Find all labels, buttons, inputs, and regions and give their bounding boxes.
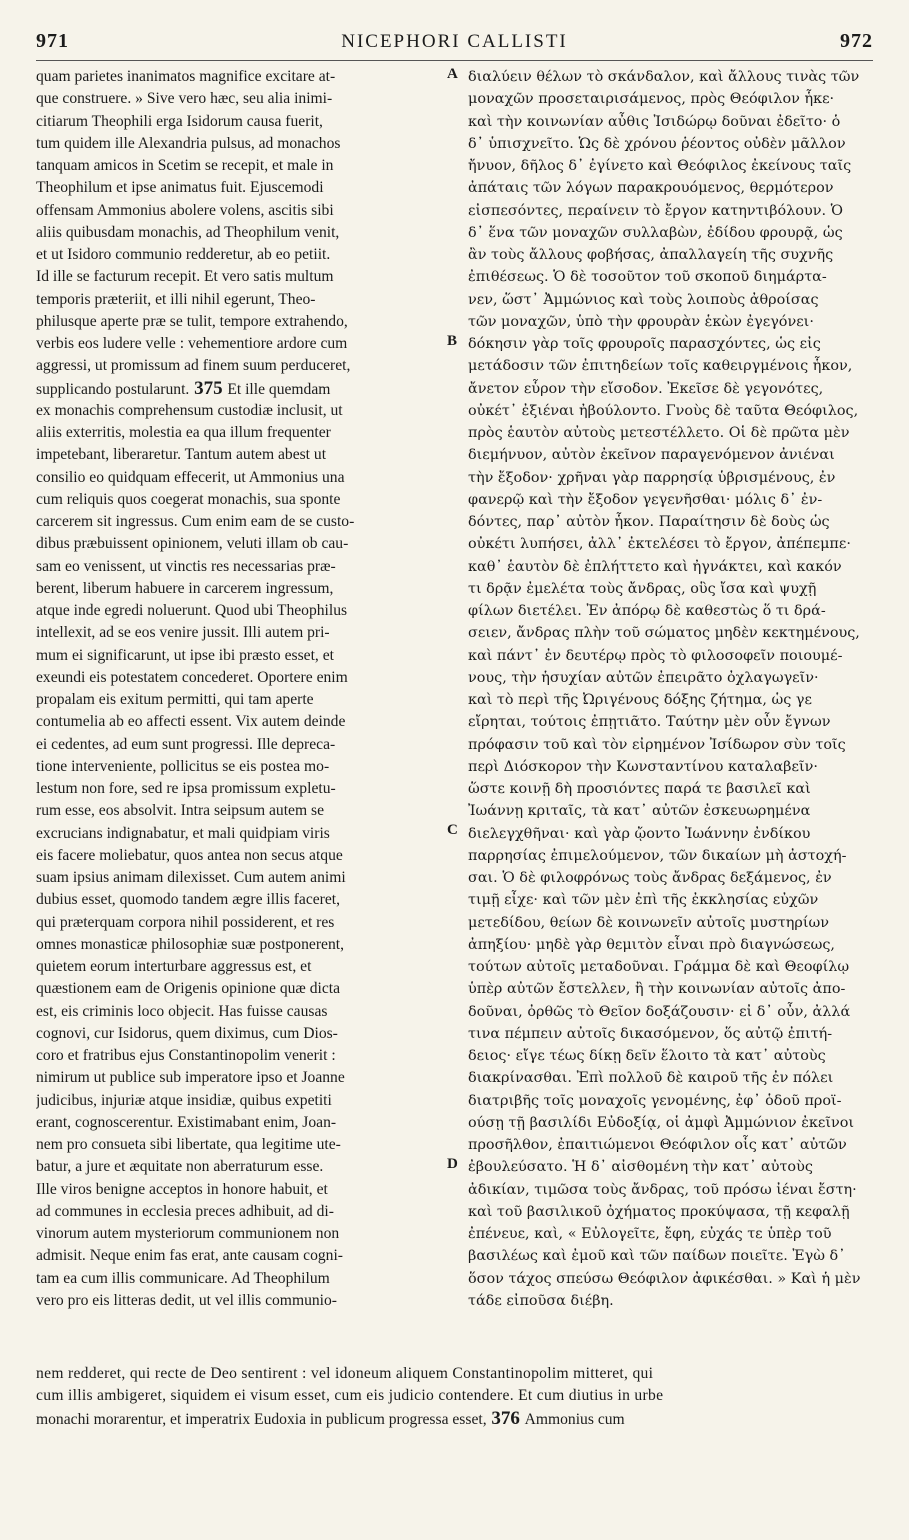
greek-line: νους, τὴν ἡσυχίαν αὐτῶν ἐπειρᾶτο ὀχλαγωγεῖν· bbox=[468, 669, 819, 686]
greek-line: ἀπηξίου· μηδὲ γὰρ θεμιτὸν εἶναι πρὸ διαγνώσεως, bbox=[468, 936, 835, 953]
latin-line: est, eis criminis loco objecit. Has fuisse causas bbox=[36, 1002, 328, 1020]
greek-line: ἤνυον, δῆλος δ᾽ ἐγίνετο καὶ Θεόφιλος ἐκείνους ταῖς bbox=[468, 158, 852, 174]
latin-line: tam ea cum illis communicare. Ad Theophilum bbox=[36, 1269, 330, 1287]
full-width-line: monachi morarentur, et imperatrix Eudoxia in publicum progressa esset, 376 Ammonius cum bbox=[36, 1407, 625, 1429]
greek-line: ἐπένευε, καὶ, « Εὐλογεῖτε, ἔφη, εὐχάς τε ὑπὲρ τοῦ bbox=[468, 1226, 832, 1242]
left-page-number: 971 bbox=[36, 30, 69, 52]
latin-line: aliis exterritis, molestia ea qua illum frequenter bbox=[36, 424, 331, 441]
latin-line: mum ei significarunt, ut ipse ibi præsto esset, et bbox=[36, 646, 334, 664]
latin-line: admisit. Neque enim fas erat, ante causam cogni- bbox=[36, 1247, 343, 1265]
latin-line: citiarum Theophili erga Isidorum causa fuerit, bbox=[36, 112, 323, 130]
latin-line: omnes monasticæ philosophiæ suæ postponerent, bbox=[36, 935, 344, 953]
greek-line: διελεγχθῆναι· καὶ γὰρ ᾤοντο Ἰωάννην ἐνδίκου bbox=[468, 825, 811, 842]
latin-line: aggressi, ut promissum ad finem suum perduceret, bbox=[36, 357, 351, 375]
latin-line: sam eo venissent, ut vinctis res necessarias præ- bbox=[36, 557, 336, 575]
latin-line: offensam Ammonius abolere volens, ascitis sibi bbox=[36, 201, 334, 219]
greek-column bbox=[468, 66, 874, 1312]
greek-line: ὅσον τάχος σπεύσω Θεόφιλον ἀφικέσθαι. » Καὶ ἡ μὲν bbox=[468, 1270, 861, 1287]
latin-line: quæstionem eam de Origenis opinione quæ dicta bbox=[36, 980, 341, 998]
latin-line: verbis eos ludere velle : vehementiore ardore cum bbox=[36, 335, 348, 352]
greek-line: βασιλέως καὶ ἐμοῦ καὶ τῶν παίδων ποιεῖτε. Ἐγὼ δ᾽ bbox=[468, 1248, 846, 1265]
latin-line: philusque aperte præ se tulit, tempore extrahendo, bbox=[36, 312, 348, 330]
greek-line: καὶ τοῦ βασιλικοῦ ὀχήματος προκύψασα, τῇ κεφαλῇ bbox=[468, 1203, 850, 1220]
greek-line: φίλων διετέλει. Ἐν ἀπόρῳ δὲ καθεστὼς ὅ τι δρά- bbox=[468, 603, 826, 619]
latin-line: temporis præteriit, et illi nihil egerunt, Theo- bbox=[36, 290, 316, 308]
column-number-375: 375 bbox=[189, 377, 228, 399]
greek-line: καὶ τὸ περὶ τῆς Ὠριγένους δόξης ζήτημα, ὡς γε bbox=[468, 692, 812, 708]
greek-line: εἰσπεσόντες, περαίνειν τὸ ἔργον κατηντιβόλουν. Ὁ bbox=[468, 202, 843, 219]
latin-line: qui præterquam corpora nihil possiderent, et res bbox=[36, 913, 335, 931]
greek-line: ἐβουλεύσατο. Ἡ δ᾽ αἰσθομένη τὴν κατ᾽ αὐτοὺς bbox=[468, 1159, 813, 1176]
greek-line: δειος· εἴγε τέως δίκῃ δεῖν ἕλοιτο τὰ κατ᾽ αὐτοὺς bbox=[468, 1048, 826, 1064]
full-width-line: nem redderet, qui recte de Deo sentirent : vel idoneum aliquem Constantinopolim mitteret, qui bbox=[36, 1365, 654, 1382]
latin-line: nem pro consueta sibi libertate, qua legitime ute- bbox=[36, 1136, 341, 1153]
latin-line: atque inde egredi noluerunt. Quod ubi Theophilus bbox=[36, 602, 348, 619]
greek-line: δ᾽ ὑπισχνεῖτο. Ὡς δὲ χρόνου ῥέοντος οὐδὲν μᾶλλον bbox=[468, 135, 846, 152]
greek-line: διαλύειν θέλων τὸ σκάνδαλον, καὶ ἄλλους τινὰς τῶν bbox=[468, 69, 860, 85]
latin-line: tum quidem ille Alexandria pulsus, ad monachos bbox=[36, 134, 341, 152]
latin-line: quam parietes inanimatos magnifice excitare at- bbox=[36, 68, 336, 85]
latin-line: lestum non fore, sed re ipsa promissum expletu- bbox=[36, 780, 336, 797]
latin-line: consilio eo quidquam effecerit, ut Ammonius una bbox=[36, 468, 345, 486]
margin-marker-c: C bbox=[447, 822, 458, 838]
latin-line: eis facere moliebatur, quos antea non secus atque bbox=[36, 846, 343, 864]
latin-line: tanquam amicos in Scetim se recepit, et male in bbox=[36, 157, 334, 174]
greek-line: διατριβῆς τοῖς μοναχοῖς γενομένης, ἐφ᾽ ὁδοῦ προϊ- bbox=[468, 1092, 842, 1109]
greek-line: οὐκέτ᾽ ἐξιέναι ἠβούλοντο. Γνοὺς δὲ ταῦτα Θεόφιλος, bbox=[468, 402, 859, 419]
running-title: NICEPHORI CALLISTI bbox=[341, 31, 568, 52]
greek-line: νεν, ὥστ᾽ Ἀμμώνιος καὶ τοὺς λοιποὺς ἀθροίσας bbox=[468, 291, 819, 308]
latin-line: batur, a jure et æquitate non aberraturum esse. bbox=[36, 1158, 324, 1176]
greek-line: δ᾽ ἕνα τῶν μοναχῶν συλλαβὼν, ἐδίδου φρουρᾷ, ὡς bbox=[468, 224, 843, 241]
greek-line: τι δρᾷν ἐμελέτα τοὺς ἄνδρας, οὓς ἴσα καὶ ψυχῇ bbox=[468, 580, 817, 597]
latin-line: dubius esset, quomodo tandem ægre illis faceret, bbox=[36, 891, 341, 909]
greek-line: σειεν, ἄνδρας πλὴν τοῦ σώματος μηδὲν κεκτημένους, bbox=[468, 625, 860, 642]
latin-column bbox=[36, 66, 442, 1312]
latin-line: cognovi, cur Isidorus, quem diximus, cum Dios- bbox=[36, 1024, 338, 1042]
greek-line: ἂν τοὺς ἄλλους φοβήσας, ἀπαλλαγείη τῆς συχνῆς bbox=[468, 247, 834, 263]
greek-line: διακρίνασθαι. Ἐπὶ πολλοῦ δὲ καιροῦ τῆς ἐν πόλει bbox=[468, 1070, 834, 1087]
greek-line: σαι. Ὁ δὲ φιλοφρόνως τοὺς ἄνδρας δεξάμενος, ἐν bbox=[468, 870, 832, 886]
latin-line: tione interveniente, pollicitus se eis postea mo- bbox=[36, 757, 330, 775]
latin-line: vinorum autem mysteriorum communionem non bbox=[36, 1225, 340, 1242]
latin-line: carcerem sit ingressus. Cum enim eam de se custo- bbox=[36, 513, 355, 530]
latin-line: propalam eis exitum permitti, qui tam aperte bbox=[36, 691, 314, 708]
latin-line: aliis quibusdam monachis, ad Theophilum venit, bbox=[36, 223, 340, 241]
right-page-number: 972 bbox=[840, 30, 873, 52]
latin-line: cum reliquis quos coegerat monachis, sua sponte bbox=[36, 490, 341, 508]
greek-line: ὥστε κοινῇ δὴ προσιόντες παρά τε βασιλεῖ καὶ bbox=[468, 781, 811, 797]
greek-line: φανερῷ καὶ τὴν ἔξοδον γεγενῆσθαι· μόλις δ᾽ ἐν- bbox=[468, 491, 823, 508]
latin-line: coro et fratribus ejus Constantinopolim venerit : bbox=[36, 1047, 336, 1064]
greek-line: πρὸς ἑαυτὸν αὐτοὺς μετεστέλλετο. Οἱ δὲ πρῶτα μὲν bbox=[468, 425, 850, 441]
greek-line: παρρησίας ἐπιμελούμενον, τῶν δικαίων μὴ ἀστοχή- bbox=[468, 847, 847, 864]
latin-line: ex monachis comprehensum custodiæ inclusit, ut bbox=[36, 401, 343, 419]
greek-line: εἴρηται, τούτοις ἐπῃτιᾶτο. Ταύτην μὲν οὖν ἔγνων bbox=[468, 714, 831, 731]
latin-line: quietem eorum interturbare aggressus est, et bbox=[36, 958, 312, 975]
latin-line: nimirum ut publice sub imperatore ipso et Joanne bbox=[36, 1069, 345, 1087]
latin-line: intellexit, ad se eos venire jussit. Illi autem pri- bbox=[36, 624, 330, 642]
greek-line: ούσῃ τῇ βασιλίδι Εὐδοξίᾳ, οἱ ἀμφὶ Ἀμμώνιον ἐκεῖνοι bbox=[468, 1114, 855, 1131]
greek-line: δόντες, παρ᾽ αὐτὸν ἧκον. Παραίτησιν δὲ δοὺς ὡς bbox=[468, 514, 830, 530]
latin-line-tail: Et ille quemdam bbox=[227, 380, 331, 398]
latin-line: contumelia ab eo affecti essent. Vix autem deinde bbox=[36, 713, 346, 731]
full-width-line: cum illis ambigeret, siquidem ei visum esset, cum eis judicio contendere. Et cum diutius in urbe bbox=[36, 1387, 664, 1405]
greek-line: οὐκέτι λυπήσει, ἀλλ᾽ ἐκτελέσει τὸ ἔργον, ἀπέπεμπε· bbox=[468, 536, 851, 553]
greek-line: διεμήνυον, αὐτὸν ἐκεῖνον παραγενόμενον ἀνιέναι bbox=[468, 447, 835, 464]
margin-marker-a: A bbox=[447, 66, 458, 82]
latin-line: que construere. » Sive vero hæc, seu alia inimi- bbox=[36, 90, 333, 108]
greek-line: τούτων αὐτοῖς μεταδοῦναι. Γράμμα δὲ καὶ Θεοφίλῳ bbox=[468, 959, 850, 975]
latin-line: exeundi eis potestatem concederet. Oportere enim bbox=[36, 668, 348, 686]
greek-line: ἐπιθέσεως. Ὁ δὲ τοσοῦτον τοῦ σκοποῦ διημάρτα- bbox=[468, 269, 827, 286]
greek-line: τῶν μοναχῶν, ὑπὸ τὴν φρουρὰν ἑκὼν ἐγεγόνει· bbox=[468, 313, 814, 330]
greek-line: καὶ τὴν κοινωνίαν αὖθις Ἰσιδώρῳ δοῦναι ἐδεῖτο· ὁ bbox=[468, 113, 841, 130]
latin-line: supplicando postularunt. 375 Et ille quemdam bbox=[36, 377, 331, 399]
greek-line: μετάδοσιν τῶν ἐπιτηδείων τοῖς καθειργμένοις ἧκον, bbox=[468, 358, 853, 375]
greek-line: μετεδίδου, θείων δὲ κοινωνεῖν αὐτοῖς μυστηρίων bbox=[468, 914, 829, 931]
page-header bbox=[36, 30, 873, 58]
greek-line: τινα πέμπειν αὐτοῖς δικασόμενον, ὅς αὐτῷ ἐπιτή- bbox=[468, 1025, 833, 1042]
latin-line: excrucians indignabatur, et mali quidpiam viris bbox=[36, 824, 330, 842]
greek-line: περὶ Διόσκορον τὴν Κωνσταντίνου καταλαβεῖν· bbox=[468, 758, 818, 775]
greek-line: ὑπὲρ αὐτῶν ἔστελλεν, ἢ τὴν κοινωνίαν αὐτοῖς ἀπο- bbox=[468, 981, 846, 998]
greek-line: ἀδικίαν, τιμῶσα τοὺς ἄνδρας, τοῦ πρόσω ἰέναι ἔστη· bbox=[468, 1181, 857, 1198]
greek-line: ἄνετον εὗρον τὴν εἴσοδον. Ἐκεῖσε δὲ γεγονότες, bbox=[468, 380, 824, 397]
greek-line: τὴν ἔξοδον· χρῆναι γὰρ παρρησίᾳ ὑβρισμένους, ἐν bbox=[468, 469, 836, 486]
margin-marker-b: B bbox=[447, 333, 458, 349]
greek-line: δόκησιν γὰρ τοῖς φρουροῖς παρασχόντες, ὡς εἰς bbox=[468, 336, 821, 352]
greek-line: μοναχῶν προσεταιρισάμενος, πρὸς Θεόφιλον ἧκε· bbox=[468, 91, 835, 108]
greek-line: τάδε εἰποῦσα διέβη. bbox=[468, 1292, 614, 1309]
latin-line: Ille viros benigne acceptos in honore habuit, et bbox=[36, 1180, 328, 1198]
latin-line: Id ille se facturum recepit. Et vero satis multum bbox=[36, 268, 334, 286]
greek-line: καὶ πάντ᾽ ἐν δευτέρῳ πρὸς τὸ φιλοσοφεῖν ποιουμέ- bbox=[468, 647, 843, 664]
full-line-tail: Ammonius cum bbox=[524, 1410, 625, 1428]
greek-line: καθ᾽ ἑαυτὸν δὲ ἐπλήττετο καὶ ἠγνάκτει, καὶ κακόν bbox=[468, 558, 842, 575]
latin-line: suam ipsius animam dilexisset. Cum autem animi bbox=[36, 869, 346, 886]
latin-line: Theophilum et ipse animatus fuit. Ejuscemodi bbox=[36, 179, 324, 197]
latin-line: et ut Isidoro communio redderetur, ab eo petiit. bbox=[36, 246, 331, 263]
latin-line: impetebant, liberaretur. Tantum autem abest ut bbox=[36, 446, 327, 464]
header-rule bbox=[36, 60, 873, 61]
margin-marker-d: D bbox=[447, 1156, 458, 1172]
greek-line: πρόφασιν τοῦ καὶ τὸν εἰρημένον Ἰσίδωρον σὺν τοῖς bbox=[468, 736, 846, 753]
column-number-376: 376 bbox=[486, 1407, 525, 1429]
latin-line: ei cedentes, ad eum sunt progressi. Ille depreca- bbox=[36, 735, 336, 753]
latin-line: erant, cognoscerentur. Existimabant enim, Joan- bbox=[36, 1113, 337, 1131]
greek-line: Ἰωάννῃ κριταῖς, τὰ κατ᾽ αὐτῶν ἐσκευωρημένα bbox=[468, 803, 811, 820]
greek-line: δοῦναι, ὀρθῶς τὸ Θεῖον δοξάζουσιν· εἰ δ᾽ οὖν, ἀλλά bbox=[468, 1003, 851, 1020]
greek-line: ἀπάταις τῶν λόγων παρακρουόμενος, θερμότερον bbox=[468, 180, 834, 197]
latin-line: judicibus, injuriæ atque insidiæ, quibus expetiti bbox=[36, 1091, 332, 1109]
latin-line: berent, liberum habuere in carcerem ingressum, bbox=[36, 579, 334, 597]
latin-line: vero pro eis litteras dedit, ut vel illis communio- bbox=[36, 1291, 337, 1309]
full-width-text bbox=[36, 1363, 874, 1430]
greek-line: τιμῇ εἶχε· καὶ τῶν μὲν ἐπὶ τῆς ἐκκλησίας εὐχῶν bbox=[468, 892, 819, 909]
latin-line: ad communes in ecclesia preces adhibuit, ad di- bbox=[36, 1202, 334, 1220]
greek-line: προσῆλθον, ἐπαιτιώμενοι Θεόφιλον οἷς κατ᾽ αὐτῶν bbox=[468, 1137, 847, 1153]
latin-line: rum esse, eos absolvit. Intra seipsum autem se bbox=[36, 802, 324, 820]
latin-line: dibus præbuissent opinionem, veluti illam ob cau- bbox=[36, 535, 349, 553]
